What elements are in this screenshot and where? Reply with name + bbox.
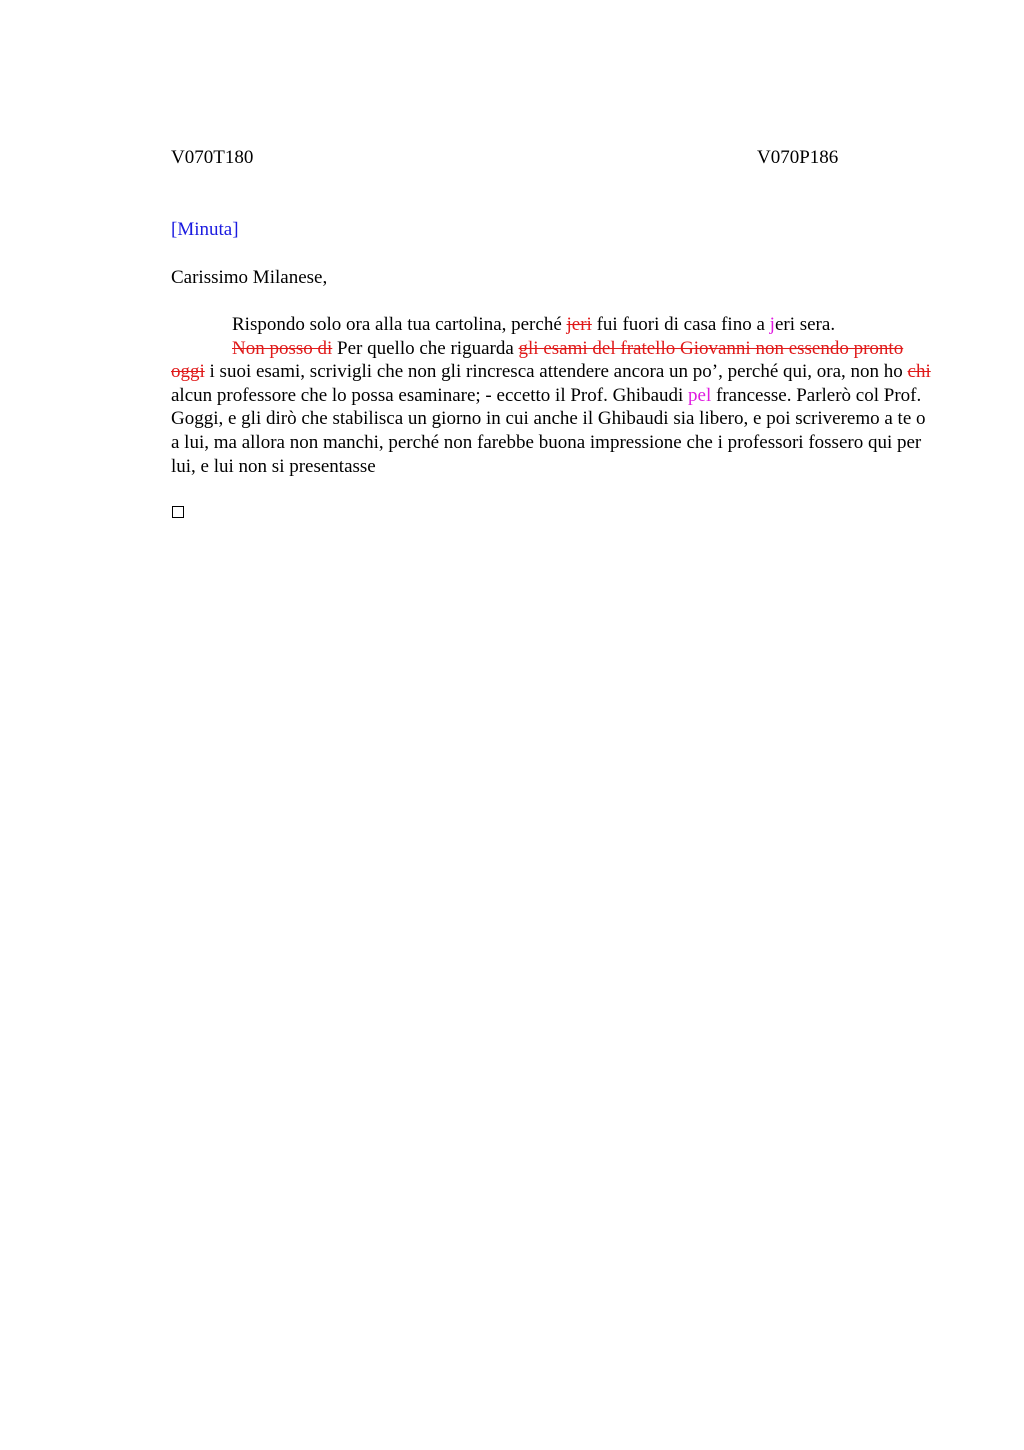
document-code-left: V070T180 [171,147,254,168]
paragraph-1 [171,313,931,337]
document-code-right: V070P186 [757,147,839,168]
inserted-text: j [769,314,775,335]
paragraph-2 [171,337,931,479]
deleted-text: jeri [566,314,592,335]
text-segment: eri sera. [774,314,836,335]
text-segment: Rispondo solo ora alla tua cartolina, perché [232,314,567,335]
text-segment: alcun professore che lo possa esaminare; - eccetto il Prof. Ghibaudi [171,384,689,406]
text-segment: Per quello che riguarda [332,337,519,359]
deleted-text: gli esami del fratello Giovanni non essendo pronto oggi [171,337,904,383]
minuta-label: [Minuta] [171,219,239,240]
empty-square-icon [172,506,184,518]
text-segment: i suoi esami, scrivigli che non gli rincresca attendere ancora un po’, perché qui, ora, non ho [204,361,908,383]
salutation: Carissimo Milanese, [171,267,328,288]
deleted-text: chi [907,361,931,383]
inserted-text: pel [688,384,712,406]
letter-body [171,313,931,478]
text-segment: francesse. Parlerò col Prof. Goggi, e gli dirò che stabilisca un giorno in cui anche il Ghibaudi sia libero, e poi scriveremo a te o a lui, ma allora non manchi, perché non farebbe buona impressione che i professori fossero qui per lui, e lui non si presentasse [171,384,926,477]
deleted-text: Non posso di [232,337,333,359]
text-segment: fui fuori di casa fino a [591,314,770,335]
